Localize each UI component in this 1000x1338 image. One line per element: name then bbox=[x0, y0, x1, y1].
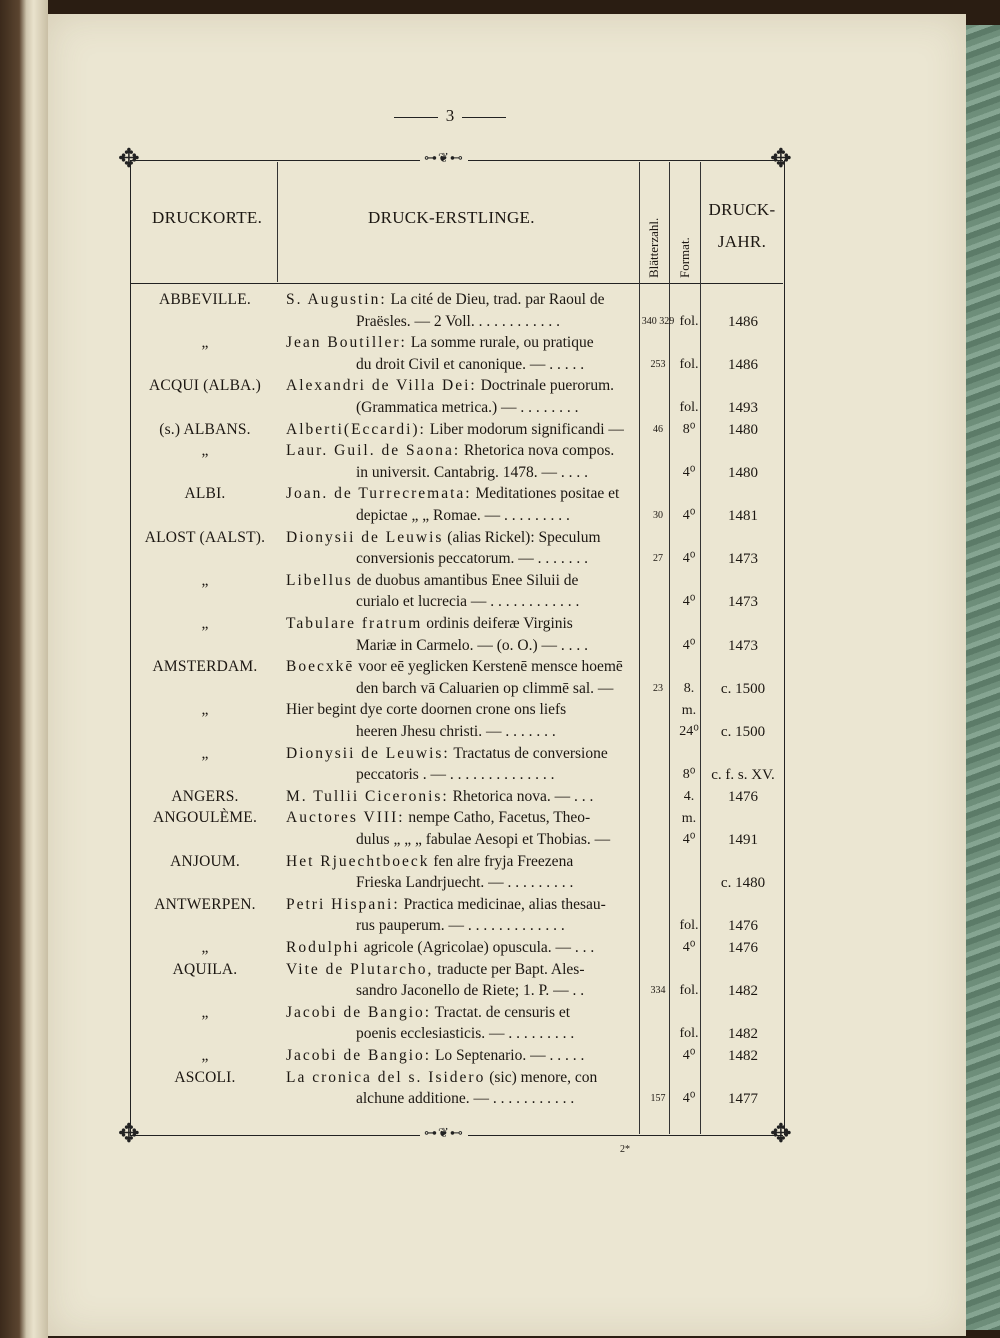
work-author: M. Tullii Ciceronis: bbox=[286, 787, 449, 805]
work-title bbox=[286, 570, 636, 592]
work-author: Tabulare fratrum bbox=[286, 615, 423, 632]
work-title bbox=[286, 440, 636, 462]
work-title bbox=[286, 483, 636, 505]
table-row bbox=[130, 527, 783, 549]
work-title bbox=[286, 289, 636, 311]
leaf-count: 253 bbox=[650, 358, 666, 370]
work-author: Het Rjuechtboeck bbox=[286, 852, 430, 870]
work-author: Alberti(Eccardi): bbox=[286, 420, 426, 438]
leaf-count: 46 bbox=[653, 423, 663, 435]
work-author: Jacobi de Bangio: bbox=[286, 1003, 432, 1021]
corner-ornament-icon: ✥ bbox=[118, 1119, 140, 1148]
print-year: 1482 bbox=[728, 1048, 758, 1064]
work-text: Rhetorica nova compos. bbox=[460, 442, 615, 460]
table-row bbox=[130, 1023, 783, 1045]
format: 4⁰ bbox=[682, 1048, 696, 1063]
work-text: peccatoris . — . . . . . . . . . . . . . . bbox=[356, 766, 555, 784]
table-row bbox=[130, 289, 783, 311]
table-row bbox=[130, 980, 783, 1002]
table-row bbox=[130, 1002, 783, 1024]
print-year: c. 1500 bbox=[720, 680, 766, 697]
work-text: alchune additione. — . . . . . . . . . . . bbox=[356, 1090, 575, 1108]
table-row bbox=[130, 959, 783, 981]
work-text: Mariæ in Carmelo. — (o. O.) — . . . . bbox=[356, 636, 589, 654]
print-year: 1477 bbox=[728, 1091, 758, 1108]
work-text: nempe Catho, Facetus, Theo- bbox=[404, 809, 591, 827]
column-divider bbox=[277, 162, 278, 282]
table-row bbox=[130, 311, 783, 333]
table-row bbox=[130, 548, 783, 570]
print-year: 1480 bbox=[728, 421, 758, 438]
place-name: „ bbox=[201, 939, 209, 956]
work-title bbox=[356, 872, 636, 894]
work-title bbox=[286, 375, 636, 397]
print-year: 1482 bbox=[728, 983, 758, 1000]
work-text: Hier begint dye corte doornen crone ons liefs bbox=[286, 701, 567, 719]
work-title bbox=[286, 894, 636, 916]
place-name: „ bbox=[201, 334, 209, 352]
work-text: (Grammatica metrica.) — . . . . . . . . bbox=[356, 399, 579, 416]
table-row bbox=[130, 1088, 783, 1110]
work-text: Praësles. — 2 Voll. . . . . . . . . . . . bbox=[356, 312, 560, 330]
work-title bbox=[356, 829, 636, 851]
work-text: Rhetorica nova. — . . . bbox=[448, 787, 594, 805]
place-name: ALBI. bbox=[184, 485, 226, 503]
place-name: ANTWERPEN. bbox=[154, 895, 256, 913]
format: fol. bbox=[679, 918, 699, 934]
format: fol. bbox=[679, 1026, 699, 1042]
print-year: c. 1500 bbox=[720, 724, 766, 740]
work-text: de duobus amantibus Enee Siluii de bbox=[352, 571, 579, 589]
place-name: ABBEVILLE. bbox=[159, 291, 251, 308]
work-author: Auctores VIII: bbox=[286, 809, 405, 827]
work-author: Alexandri de Villa Dei: bbox=[286, 377, 477, 395]
leaf-count: 157 bbox=[650, 1093, 666, 1105]
work-text: fen alre fryja Freezena bbox=[429, 852, 574, 870]
work-text: Liber modorum significandi — bbox=[425, 420, 624, 438]
work-title bbox=[356, 505, 636, 527]
print-year: 1476 bbox=[728, 940, 758, 956]
place-name: „ bbox=[201, 1003, 209, 1021]
work-title bbox=[356, 721, 636, 743]
work-text: den barch vā Caluarien op climmē sal. — bbox=[356, 679, 614, 697]
work-title bbox=[356, 764, 636, 786]
work-text: curialo et lucrecia — . . . . . . . . . . . . bbox=[356, 593, 580, 611]
table-row bbox=[130, 1067, 783, 1089]
work-author: Rodulphi bbox=[286, 939, 360, 956]
print-year: 1493 bbox=[728, 400, 758, 416]
page-number: 3 bbox=[375, 106, 525, 126]
work-text: agricole (Agricolae) opuscula. — . . . bbox=[359, 939, 595, 956]
work-author: La cronica del s. Isidero bbox=[286, 1068, 486, 1086]
place-name: „ bbox=[201, 615, 209, 632]
table-row bbox=[130, 872, 783, 894]
work-text: du droit Civil et canonique. — . . . . . bbox=[356, 355, 585, 373]
leaf-count: 334 bbox=[650, 985, 666, 997]
work-text: depictae „ „ Romae. — . . . . . . . . . bbox=[356, 507, 570, 524]
place-name: ALOST (AALST). bbox=[144, 528, 266, 546]
table-row bbox=[130, 505, 783, 527]
work-text: Doctrinale puerorum. bbox=[476, 377, 615, 395]
work-title bbox=[286, 419, 636, 441]
work-author: Vite de Plutarcho, bbox=[286, 960, 434, 978]
work-text: (alias Rickel): Speculum bbox=[443, 528, 601, 546]
table-row bbox=[130, 851, 783, 873]
print-year: 1486 bbox=[728, 356, 758, 373]
table-row bbox=[130, 699, 783, 721]
work-title bbox=[286, 1067, 636, 1089]
table-row bbox=[130, 419, 783, 441]
work-text: voor eē yeglicken Kerstenē mensce hoemē bbox=[354, 658, 623, 676]
format: 8. m. bbox=[681, 680, 697, 718]
bottom-center-ornament-icon: ⊶❦⊷ bbox=[420, 1125, 468, 1141]
print-year: 1491 bbox=[728, 832, 758, 848]
table-row bbox=[130, 440, 783, 462]
book-spine bbox=[0, 0, 48, 1338]
corner-ornament-icon: ✥ bbox=[118, 144, 140, 173]
table-row bbox=[130, 483, 783, 505]
place-name: ASCOLI. bbox=[174, 1068, 236, 1086]
work-text: Frieska Landrjuecht. — . . . . . . . . . bbox=[356, 874, 574, 892]
format: 24⁰ bbox=[679, 724, 699, 739]
format: fol. bbox=[679, 313, 699, 329]
header-places: DRUCKORTE. bbox=[152, 208, 263, 227]
format: fol. bbox=[679, 400, 699, 415]
table-row bbox=[130, 332, 783, 354]
work-author: Jean Boutiller: bbox=[286, 334, 407, 352]
work-title bbox=[286, 527, 636, 549]
work-author: Petri Hispani: bbox=[286, 895, 400, 913]
print-year: 1481 bbox=[728, 508, 758, 524]
format: 4⁰ bbox=[682, 940, 696, 955]
table-row bbox=[130, 829, 783, 851]
work-text: poenis ecclesiasticis. — . . . . . . . . . bbox=[356, 1025, 575, 1043]
work-title bbox=[356, 635, 636, 657]
format: 4⁰ bbox=[682, 464, 696, 480]
header-rule bbox=[130, 283, 783, 284]
leaf-count: 23 bbox=[653, 682, 663, 694]
work-title bbox=[286, 656, 636, 678]
format: 4⁰ bbox=[682, 594, 696, 610]
corner-ornament-icon: ✥ bbox=[770, 144, 792, 173]
work-title bbox=[356, 1088, 636, 1110]
work-title bbox=[356, 591, 636, 613]
leaf-count: 340 329 bbox=[641, 315, 675, 327]
place-name: AMSTERDAM. bbox=[152, 658, 258, 676]
work-text: dulus „ „ „ fabulae Aesopi et Thobias. — bbox=[356, 831, 611, 848]
work-text: ordinis deiferæ Virginis bbox=[422, 615, 573, 632]
format: 8⁰ bbox=[682, 767, 696, 783]
work-title bbox=[356, 980, 636, 1002]
place-name: „ bbox=[201, 1047, 209, 1064]
table-row bbox=[130, 743, 783, 765]
table-row bbox=[130, 613, 783, 635]
table-row bbox=[130, 937, 783, 959]
work-title bbox=[356, 1023, 636, 1045]
leaf-count: 30 bbox=[653, 510, 663, 521]
work-title bbox=[356, 354, 636, 376]
header-format: Format. bbox=[677, 237, 692, 278]
header-leaves: Blätterzahl. bbox=[646, 217, 661, 278]
work-title bbox=[286, 959, 636, 981]
work-text: Tractat. de censuris et bbox=[431, 1003, 571, 1021]
work-author: Dionysii de Leuwis bbox=[286, 528, 444, 546]
work-author: Dionysii de Leuwis: bbox=[286, 744, 450, 762]
table-row bbox=[130, 462, 783, 484]
table-row bbox=[130, 894, 783, 916]
table-row bbox=[130, 397, 783, 419]
work-text: conversionis peccatorum. — . . . . . . . bbox=[356, 550, 589, 568]
work-title bbox=[356, 311, 636, 333]
work-author: S. Augustin: bbox=[286, 291, 387, 308]
work-author: Joan. de Turrecremata: bbox=[286, 485, 472, 503]
work-text: traducte per Bapt. Ales- bbox=[433, 960, 585, 978]
header-works: DRUCK-ERSTLINGE. bbox=[368, 208, 535, 227]
work-title bbox=[286, 807, 636, 829]
place-name: „ bbox=[201, 701, 209, 719]
work-title bbox=[286, 743, 636, 765]
work-title bbox=[286, 1002, 636, 1024]
work-text: rus pauperum. — . . . . . . . . . . . . . bbox=[356, 917, 565, 935]
print-year: 1476 bbox=[728, 788, 758, 805]
work-title bbox=[286, 851, 636, 873]
table-row bbox=[130, 354, 783, 376]
work-text: (sic) menore, con bbox=[485, 1068, 598, 1086]
format: 4⁰ bbox=[682, 637, 696, 653]
place-name: ANGERS. bbox=[171, 787, 239, 805]
work-text: La cité de Dieu, trad. par Raoul de bbox=[386, 291, 605, 308]
place-name: ANJOUM. bbox=[170, 852, 240, 870]
place-name: ANGOULÈME. bbox=[152, 809, 258, 827]
signature-mark: 2* bbox=[620, 1144, 630, 1155]
print-year: 1486 bbox=[728, 313, 758, 330]
table-row bbox=[130, 570, 783, 592]
print-year: 1476 bbox=[728, 918, 758, 935]
print-year: c. 1480 bbox=[720, 875, 766, 892]
format: 4⁰ bbox=[682, 551, 696, 567]
print-year: 1480 bbox=[728, 464, 758, 481]
work-text: Tractatus de conversione bbox=[449, 744, 608, 762]
table-row bbox=[130, 1045, 783, 1067]
work-title bbox=[286, 937, 636, 959]
place-name: AQUILA. bbox=[172, 960, 238, 978]
print-year: 1473 bbox=[728, 637, 758, 654]
format: 4⁰ bbox=[682, 1091, 696, 1107]
table-row bbox=[130, 915, 783, 937]
corner-ornament-icon: ✥ bbox=[770, 1119, 792, 1148]
work-title bbox=[286, 699, 636, 721]
work-title bbox=[356, 915, 636, 937]
place-name: „ bbox=[201, 571, 209, 589]
work-text: Practica medicinae, alias thesau- bbox=[399, 895, 606, 913]
work-text: sandro Jaconello de Riete; 1. P. — . . bbox=[356, 982, 585, 1000]
leaf-count: 27 bbox=[653, 553, 663, 565]
place-name: ACQUI (ALBA.) bbox=[149, 377, 261, 395]
work-title bbox=[286, 332, 636, 354]
work-title bbox=[356, 397, 636, 419]
work-text: heeren Jhesu christi. — . . . . . . . bbox=[356, 723, 556, 740]
format: fol. bbox=[679, 983, 699, 999]
work-title bbox=[356, 548, 636, 570]
work-title bbox=[356, 462, 636, 484]
work-text: in universit. Cantabrig. 1478. — . . . . bbox=[356, 463, 589, 481]
work-title bbox=[286, 613, 636, 635]
print-year: c. f. s. XV. bbox=[711, 767, 775, 784]
place-name: „ bbox=[201, 744, 209, 762]
format: 4. m. bbox=[681, 788, 697, 826]
work-text: Lo Septenario. — . . . . . bbox=[431, 1047, 585, 1064]
table-row bbox=[130, 721, 783, 743]
table-row bbox=[130, 764, 783, 786]
work-text: Meditationes positae et bbox=[471, 485, 620, 503]
print-year: 1482 bbox=[728, 1026, 758, 1043]
print-year: 1473 bbox=[728, 551, 758, 568]
table-row bbox=[130, 656, 783, 678]
work-author: Jacobi de Bangio: bbox=[286, 1047, 432, 1064]
book-cover-edge bbox=[962, 25, 1000, 1330]
format: fol. bbox=[679, 356, 699, 372]
table-row bbox=[130, 807, 783, 829]
place-name: „ bbox=[201, 442, 209, 460]
table-row bbox=[130, 635, 783, 657]
work-text: La somme rurale, ou pratique bbox=[406, 334, 594, 352]
place-name: (s.) ALBANS. bbox=[159, 420, 251, 438]
header-year: DRUCK- JAHR. bbox=[708, 200, 776, 251]
top-center-ornament-icon: ⊶❦⊷ bbox=[420, 150, 468, 166]
format: 8⁰ bbox=[682, 421, 696, 437]
work-title bbox=[286, 786, 636, 808]
table-row bbox=[130, 591, 783, 613]
format: 4⁰ bbox=[682, 508, 696, 523]
work-title bbox=[356, 678, 636, 700]
work-author: Laur. Guil. de Saona: bbox=[286, 442, 461, 460]
work-author: Libellus bbox=[286, 571, 353, 589]
table-row bbox=[130, 375, 783, 397]
format: 4⁰ bbox=[682, 832, 696, 847]
print-year: 1473 bbox=[728, 594, 758, 611]
work-author: Boecxkē bbox=[286, 658, 355, 676]
work-title bbox=[286, 1045, 636, 1067]
